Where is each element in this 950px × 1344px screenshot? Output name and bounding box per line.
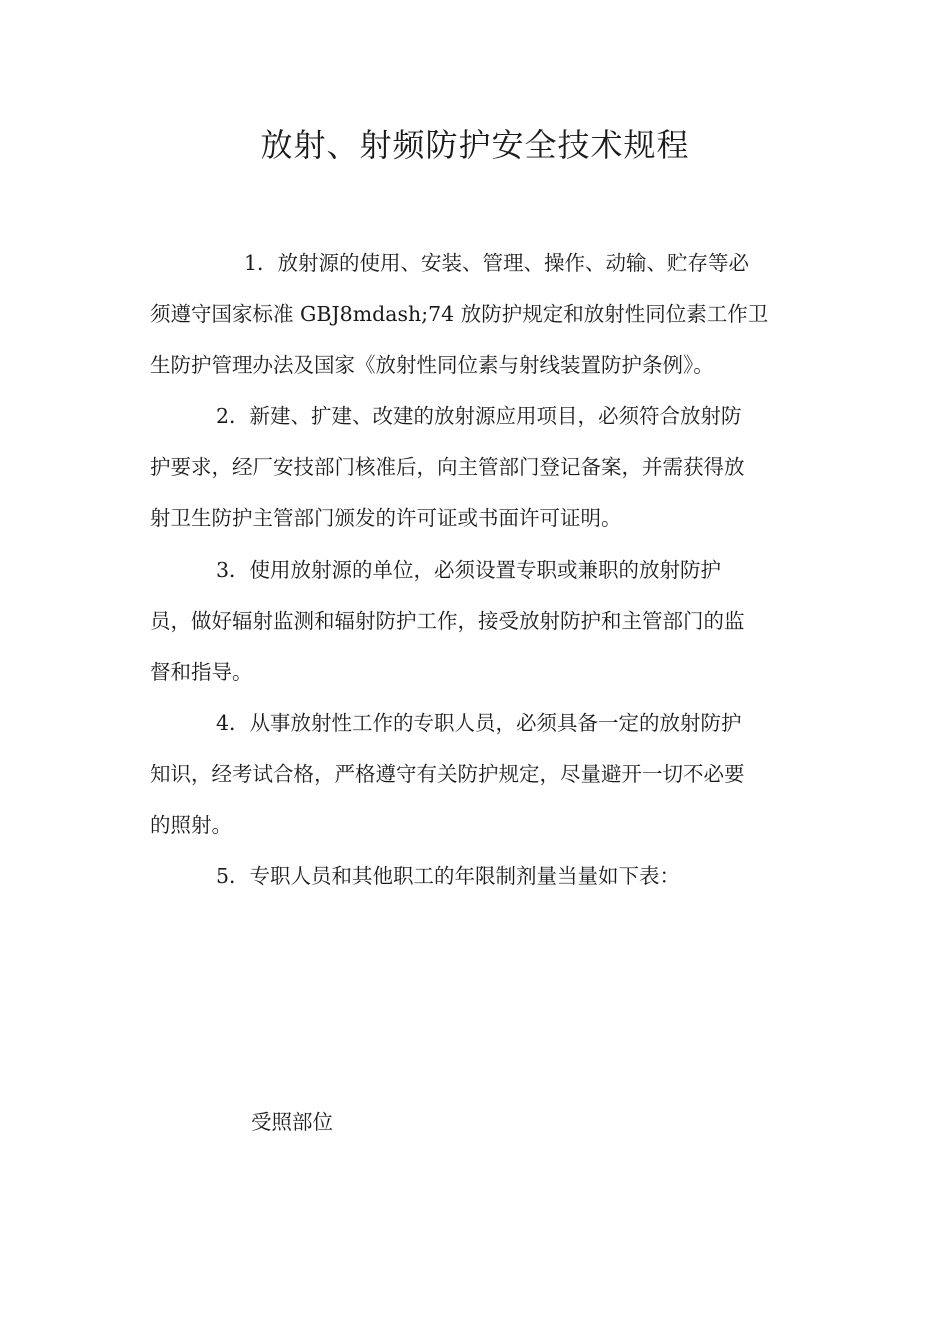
paragraph-1 (150, 238, 800, 391)
paragraph-line: 4．从事放射性工作的专职人员，必须具备一定的放射防护 (216, 711, 742, 735)
paragraph-3 (150, 545, 800, 698)
paragraph-2 (150, 391, 800, 544)
paragraph-line: 护要求，经厂安技部门核准后，向主管部门登记备案，并需获得放 (150, 455, 745, 479)
paragraph-5 (150, 851, 800, 902)
paragraph-line: 3．使用放射源的单位，必须设置专职或兼职的放射防护 (216, 558, 722, 582)
paragraph-line: 员，做好辐射监测和辐射防护工作，接受放射防护和主管部门的监 (150, 609, 745, 633)
paragraph-line: 的照射。 (150, 813, 232, 837)
paragraph-4 (150, 698, 800, 851)
paragraph-line: 射卫生防护主管部门颁发的许可证或书面许可证明。 (150, 506, 622, 530)
paragraph-line: 5．专职人员和其他职工的年限制剂量当量如下表： (216, 864, 681, 888)
paragraph-line: 须遵守国家标准 GBJ8mdash;74 放防护规定和放射性同位素工作卫 (150, 302, 769, 326)
paragraph-line: 2．新建、扩建、改建的放射源应用项目，必须符合放射防 (216, 404, 742, 428)
document-title: 放射、射频防护安全技术规程 (260, 126, 690, 164)
paragraph-line: 知识，经考试合格，严格遵守有关防护规定，尽量避开一切不必要 (150, 762, 745, 786)
paragraph-line: 1．放射源的使用、安装、管理、操作、动输、贮存等必 (244, 251, 750, 275)
paragraph-line: 督和指导。 (150, 660, 253, 684)
paragraph-line: 生防护管理办法及国家《放射性同位素与射线装置防护条例》。 (150, 353, 714, 377)
table-header-label: 受照部位 (251, 1110, 333, 1134)
